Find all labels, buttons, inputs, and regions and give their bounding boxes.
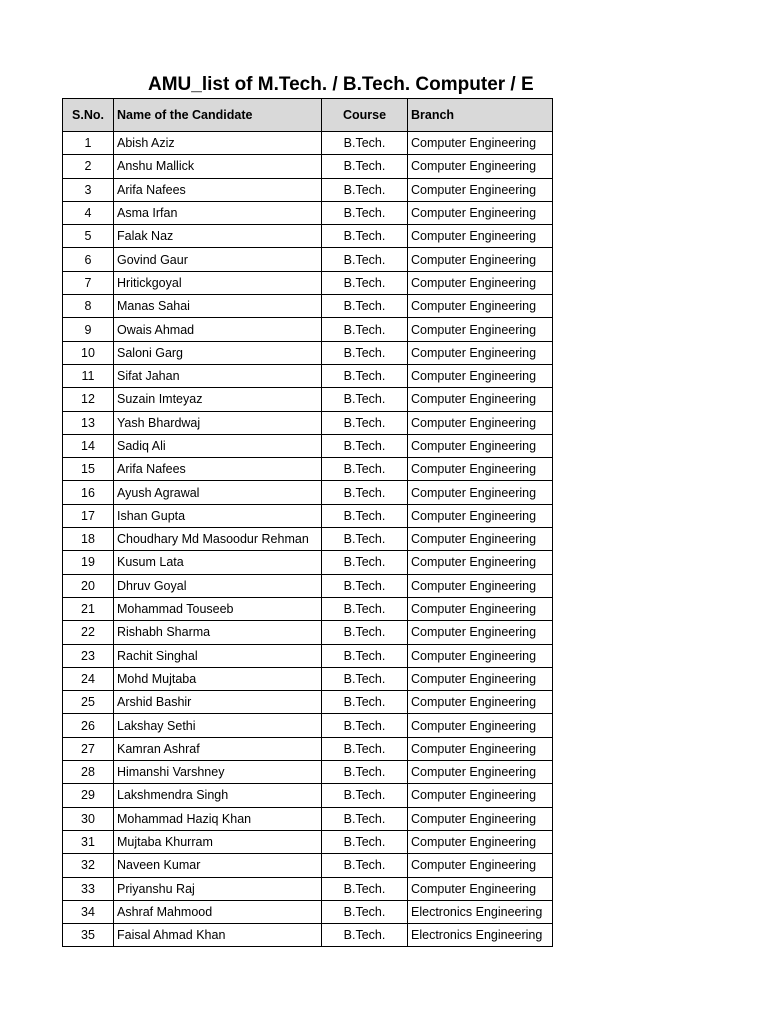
cell-sno: 28: [63, 761, 114, 784]
cell-branch: Computer Engineering: [408, 854, 553, 877]
cell-branch: Computer Engineering: [408, 737, 553, 760]
cell-name: Abish Aziz: [114, 132, 322, 155]
cell-course: B.Tech.: [322, 504, 408, 527]
cell-course: B.Tech.: [322, 248, 408, 271]
cell-branch: Computer Engineering: [408, 132, 553, 155]
table-row: [63, 691, 553, 714]
cell-course: B.Tech.: [322, 644, 408, 667]
table-row: [63, 551, 553, 574]
cell-course: B.Tech.: [322, 877, 408, 900]
cell-name: Arshid Bashir: [114, 691, 322, 714]
cell-course: B.Tech.: [322, 597, 408, 620]
table-row: [63, 877, 553, 900]
cell-sno: 34: [63, 900, 114, 923]
cell-branch: Computer Engineering: [408, 481, 553, 504]
cell-course: B.Tech.: [322, 737, 408, 760]
cell-course: B.Tech.: [322, 854, 408, 877]
cell-name: Faisal Ahmad Khan: [114, 924, 322, 947]
cell-sno: 14: [63, 434, 114, 457]
cell-name: Govind Gaur: [114, 248, 322, 271]
cell-sno: 6: [63, 248, 114, 271]
cell-sno: 19: [63, 551, 114, 574]
cell-course: B.Tech.: [322, 761, 408, 784]
cell-branch: Computer Engineering: [408, 434, 553, 457]
cell-name: Rachit Singhal: [114, 644, 322, 667]
cell-name: Kamran Ashraf: [114, 737, 322, 760]
header-branch: Branch: [408, 99, 553, 132]
cell-sno: 31: [63, 830, 114, 853]
table-row: [63, 201, 553, 224]
table-row: [63, 761, 553, 784]
cell-course: B.Tech.: [322, 574, 408, 597]
cell-sno: 27: [63, 737, 114, 760]
cell-sno: 9: [63, 318, 114, 341]
cell-course: B.Tech.: [322, 411, 408, 434]
table-row: [63, 155, 553, 178]
cell-branch: Computer Engineering: [408, 295, 553, 318]
cell-name: Mohammad Touseeb: [114, 597, 322, 620]
cell-course: B.Tech.: [322, 318, 408, 341]
cell-course: B.Tech.: [322, 551, 408, 574]
cell-name: Sadiq Ali: [114, 434, 322, 457]
cell-sno: 3: [63, 178, 114, 201]
table-row: [63, 597, 553, 620]
cell-name: Asma Irfan: [114, 201, 322, 224]
cell-branch: Computer Engineering: [408, 155, 553, 178]
cell-name: Falak Naz: [114, 225, 322, 248]
cell-course: B.Tech.: [322, 388, 408, 411]
cell-name: Lakshmendra Singh: [114, 784, 322, 807]
cell-name: Mohd Mujtaba: [114, 667, 322, 690]
cell-branch: Computer Engineering: [408, 528, 553, 551]
cell-sno: 2: [63, 155, 114, 178]
cell-branch: Computer Engineering: [408, 225, 553, 248]
cell-branch: Computer Engineering: [408, 551, 553, 574]
cell-branch: Computer Engineering: [408, 830, 553, 853]
cell-branch: Computer Engineering: [408, 318, 553, 341]
table-row: [63, 341, 553, 364]
table-row: [63, 784, 553, 807]
cell-sno: 23: [63, 644, 114, 667]
cell-course: B.Tech.: [322, 225, 408, 248]
table-row: [63, 854, 553, 877]
cell-course: B.Tech.: [322, 900, 408, 923]
cell-name: Mohammad Haziq Khan: [114, 807, 322, 830]
table-row: [63, 528, 553, 551]
cell-course: B.Tech.: [322, 458, 408, 481]
cell-branch: Computer Engineering: [408, 411, 553, 434]
cell-course: B.Tech.: [322, 807, 408, 830]
table-row: [63, 830, 553, 853]
cell-name: Saloni Garg: [114, 341, 322, 364]
cell-name: Mujtaba Khurram: [114, 830, 322, 853]
table-row: [63, 737, 553, 760]
cell-course: B.Tech.: [322, 924, 408, 947]
cell-sno: 15: [63, 458, 114, 481]
cell-branch: Computer Engineering: [408, 761, 553, 784]
cell-sno: 21: [63, 597, 114, 620]
cell-sno: 26: [63, 714, 114, 737]
cell-branch: Computer Engineering: [408, 714, 553, 737]
table-row: [63, 411, 553, 434]
table-row: [63, 900, 553, 923]
cell-sno: 12: [63, 388, 114, 411]
cell-branch: Computer Engineering: [408, 388, 553, 411]
cell-sno: 4: [63, 201, 114, 224]
page-title: AMU_list of M.Tech. / B.Tech. Computer / E: [148, 74, 534, 95]
cell-branch: Computer Engineering: [408, 784, 553, 807]
cell-sno: 13: [63, 411, 114, 434]
header-name: Name of the Candidate: [114, 99, 322, 132]
cell-sno: 7: [63, 271, 114, 294]
cell-sno: 35: [63, 924, 114, 947]
table-row: [63, 714, 553, 737]
cell-course: B.Tech.: [322, 714, 408, 737]
table-header-row: [63, 99, 553, 132]
header-course: Course: [322, 99, 408, 132]
table-row: [63, 924, 553, 947]
table-row: [63, 667, 553, 690]
cell-branch: Electronics Engineering: [408, 900, 553, 923]
cell-branch: Computer Engineering: [408, 178, 553, 201]
cell-branch: Computer Engineering: [408, 877, 553, 900]
cell-branch: Computer Engineering: [408, 201, 553, 224]
cell-branch: Computer Engineering: [408, 691, 553, 714]
table-row: [63, 458, 553, 481]
table-row: [63, 644, 553, 667]
cell-branch: Computer Engineering: [408, 574, 553, 597]
cell-name: Ishan Gupta: [114, 504, 322, 527]
cell-course: B.Tech.: [322, 621, 408, 644]
cell-sno: 20: [63, 574, 114, 597]
cell-course: B.Tech.: [322, 178, 408, 201]
cell-course: B.Tech.: [322, 201, 408, 224]
cell-course: B.Tech.: [322, 132, 408, 155]
cell-name: Manas Sahai: [114, 295, 322, 318]
cell-name: Suzain Imteyaz: [114, 388, 322, 411]
cell-name: Lakshay Sethi: [114, 714, 322, 737]
cell-name: Dhruv Goyal: [114, 574, 322, 597]
header-sno: S.No.: [63, 99, 114, 132]
table-row: [63, 574, 553, 597]
cell-branch: Computer Engineering: [408, 341, 553, 364]
table-row: [63, 434, 553, 457]
cell-sno: 8: [63, 295, 114, 318]
cell-name: Naveen Kumar: [114, 854, 322, 877]
cell-course: B.Tech.: [322, 295, 408, 318]
cell-course: B.Tech.: [322, 528, 408, 551]
cell-branch: Computer Engineering: [408, 504, 553, 527]
table-row: [63, 248, 553, 271]
cell-branch: Computer Engineering: [408, 364, 553, 387]
cell-name: Arifa Nafees: [114, 178, 322, 201]
cell-sno: 25: [63, 691, 114, 714]
table-row: [63, 388, 553, 411]
cell-branch: Computer Engineering: [408, 644, 553, 667]
cell-sno: 33: [63, 877, 114, 900]
cell-name: Priyanshu Raj: [114, 877, 322, 900]
cell-branch: Computer Engineering: [408, 621, 553, 644]
cell-name: Yash Bhardwaj: [114, 411, 322, 434]
cell-course: B.Tech.: [322, 481, 408, 504]
cell-sno: 32: [63, 854, 114, 877]
table-row: [63, 481, 553, 504]
cell-course: B.Tech.: [322, 271, 408, 294]
cell-sno: 11: [63, 364, 114, 387]
cell-sno: 18: [63, 528, 114, 551]
cell-course: B.Tech.: [322, 155, 408, 178]
cell-branch: Computer Engineering: [408, 807, 553, 830]
candidate-table: [62, 98, 553, 947]
cell-branch: Computer Engineering: [408, 597, 553, 620]
cell-course: B.Tech.: [322, 691, 408, 714]
cell-name: Ashraf Mahmood: [114, 900, 322, 923]
cell-name: Anshu Mallick: [114, 155, 322, 178]
cell-branch: Computer Engineering: [408, 271, 553, 294]
cell-sno: 10: [63, 341, 114, 364]
cell-branch: Electronics Engineering: [408, 924, 553, 947]
cell-sno: 30: [63, 807, 114, 830]
cell-sno: 22: [63, 621, 114, 644]
cell-name: Hritickgoyal: [114, 271, 322, 294]
table-row: [63, 271, 553, 294]
table-row: [63, 364, 553, 387]
table-row: [63, 295, 553, 318]
table-row: [63, 318, 553, 341]
cell-sno: 24: [63, 667, 114, 690]
cell-course: B.Tech.: [322, 667, 408, 690]
cell-sno: 17: [63, 504, 114, 527]
cell-sno: 29: [63, 784, 114, 807]
table-row: [63, 621, 553, 644]
cell-name: Rishabh Sharma: [114, 621, 322, 644]
cell-name: Kusum Lata: [114, 551, 322, 574]
cell-sno: 16: [63, 481, 114, 504]
cell-branch: Computer Engineering: [408, 667, 553, 690]
cell-branch: Computer Engineering: [408, 248, 553, 271]
cell-course: B.Tech.: [322, 364, 408, 387]
cell-course: B.Tech.: [322, 830, 408, 853]
table-row: [63, 807, 553, 830]
cell-course: B.Tech.: [322, 784, 408, 807]
cell-name: Arifa Nafees: [114, 458, 322, 481]
cell-sno: 1: [63, 132, 114, 155]
cell-name: Himanshi Varshney: [114, 761, 322, 784]
table-row: [63, 504, 553, 527]
cell-name: Ayush Agrawal: [114, 481, 322, 504]
table-row: [63, 225, 553, 248]
cell-branch: Computer Engineering: [408, 458, 553, 481]
table-row: [63, 132, 553, 155]
cell-name: Sifat Jahan: [114, 364, 322, 387]
cell-sno: 5: [63, 225, 114, 248]
cell-name: Choudhary Md Masoodur Rehman: [114, 528, 322, 551]
cell-course: B.Tech.: [322, 434, 408, 457]
cell-name: Owais Ahmad: [114, 318, 322, 341]
cell-course: B.Tech.: [322, 341, 408, 364]
table-row: [63, 178, 553, 201]
